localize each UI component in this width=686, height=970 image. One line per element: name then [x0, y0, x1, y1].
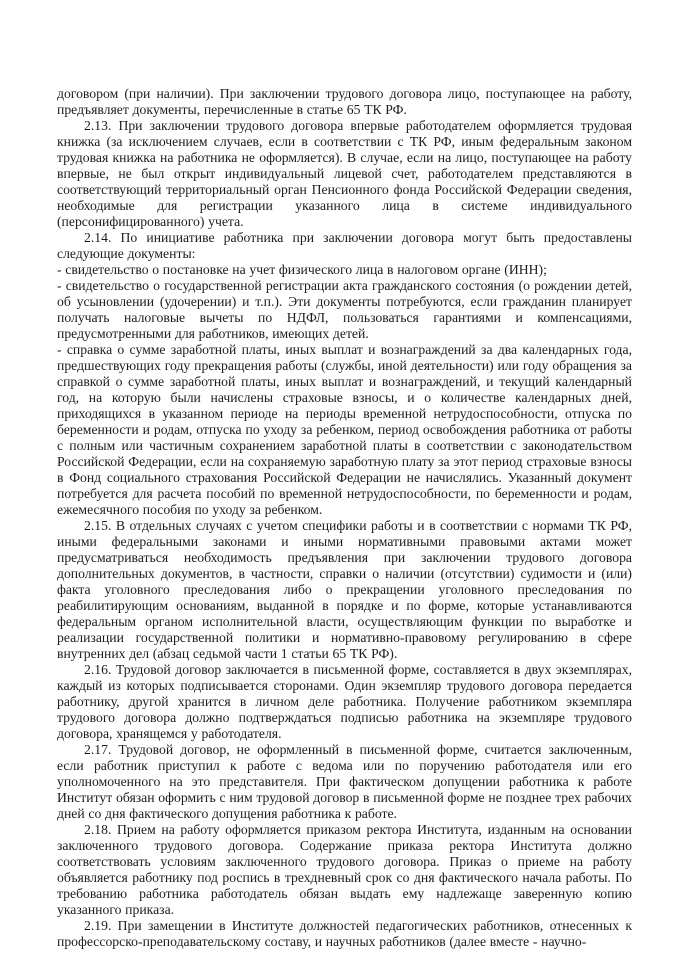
paragraph-clause-2-15: 2.15. В отдельных случаях с учетом специфики работы и в соответствии с нормами ТК РФ, иными федеральными законами и иными нормативными правовыми актами может предусматриваться необходимость предъявления при заключении трудового договора дополнительных документов, в частности, справки о наличии (отсутствии) судимости и (или) факта уголовного преследования либо о прекращении уголовного преследования по реабилитирующим основаниям, выданной в порядке и по форме, которые устанавливаются федеральным органом исполнительной власти, осуществляющим функции по выработке и реализации государственной политики и нормативно-правовому регулированию в сфере внутренних дел (абзац седьмой части 1 статьи 65 ТК РФ).	[57, 518, 632, 661]
paragraph-clause-2-18: 2.18. Прием на работу оформляется приказом ректора Института, изданным на основании заключенного трудового договора. Содержание приказа ректора Института должно соответствовать условиям заключенного трудового договора. Приказ о приеме на работу объявляется работнику под роспись в трехдневный срок со дня фактического начала работы. По требованию работника работодатель обязан выдать ему надлежаще заверенную копию указанного приказа.	[57, 822, 632, 917]
paragraph-clause-2-17: 2.17. Трудовой договор, не оформленный в письменной форме, считается заключенным, если работник приступил к работе с ведома или по поручению работодателя или его уполномоченного на это представителя. При фактическом допущении работника к работе Институт обязан оформить с ним трудовой договор в письменной форме не позднее трех рабочих дней со дня фактического допущения работника к работе.	[57, 742, 632, 821]
paragraph-clause-2-14: 2.14. По инициативе работника при заключении договора могут быть предоставлены следующие документы:	[57, 230, 632, 261]
paragraph-clause-2-19: 2.19. При замещении в Институте должностей педагогических работников, отнесенных к профессорско-преподавательскому составу, и научных работников (далее вместе - научно-	[57, 918, 632, 949]
document-text-block	[57, 86, 632, 950]
paragraph-clause-2-13: 2.13. При заключении трудового договора впервые работодателем оформляется трудовая книжка (за исключением случаев, если в соответствии с ТК РФ, иным федеральным законом трудовая книжка на работника не оформляется). В случае, если на лицо, поступающее на работу впервые, не был открыт индивидуальный лицевой счет, работодателем представляются в соответствующий территориальный орган Пенсионного фонда Российской Федерации сведения, необходимые для регистрации указанного лица в системе индивидуального (персонифицированного) учета.	[57, 118, 632, 229]
list-item-salary-certificate: - справка о сумме заработной платы, иных выплат и вознаграждений за два календарных года, предшествующих году прекращения работы (службы, иной деятельности) или году обращения за справкой о сумме заработной платы, иных выплат и вознаграждений, и текущий календарный год, на которую были начислены страховые взносы, и о количестве календарных дней, приходящихся в указанном периоде на периоды временной нетрудоспособности, отпуска по беременности и родам, отпуска по уходу за ребенком, период освобождения работника от работы с полным или частичным сохранением заработной платы в соответствии с законодательством Российской Федерации, если на сохраняемую заработную плату за этот период страховые взносы в Фонд социального страхования Российской Федерации не начислялись. Указанный документ потребуется для расчета пособий по временной нетрудоспособности, по беременности и родам, ежемесячного пособия по уходу за ребенком.	[57, 342, 632, 517]
list-item-civil-status: - свидетельство о государственной регистрации акта гражданского состояния (о рождении детей, об усыновлении (удочерении) и т.п.). Эти документы потребуются, если гражданин планирует получать налоговые вычеты по НДФЛ, пользоваться гарантиями и компенсациями, предусмотренными для работников, имеющих детей.	[57, 278, 632, 341]
paragraph-continuation: договором (при наличии). При заключении трудового договора лицо, поступающее на работу, предъявляет документы, перечисленные в статье 65 ТК РФ.	[57, 86, 632, 117]
list-item-inn: - свидетельство о постановке на учет физического лица в налоговом органе (ИНН);	[57, 262, 547, 277]
paragraph-clause-2-16: 2.16. Трудовой договор заключается в письменной форме, составляется в двух экземплярах, каждый из которых подписывается сторонами. Один экземпляр трудового договора передается работнику, другой хранится в личном деле работника. Получение работником экземпляра трудового договора должно подтверждаться подписью работника на экземпляре трудового договора, хранящемся у работодателя.	[57, 662, 632, 741]
